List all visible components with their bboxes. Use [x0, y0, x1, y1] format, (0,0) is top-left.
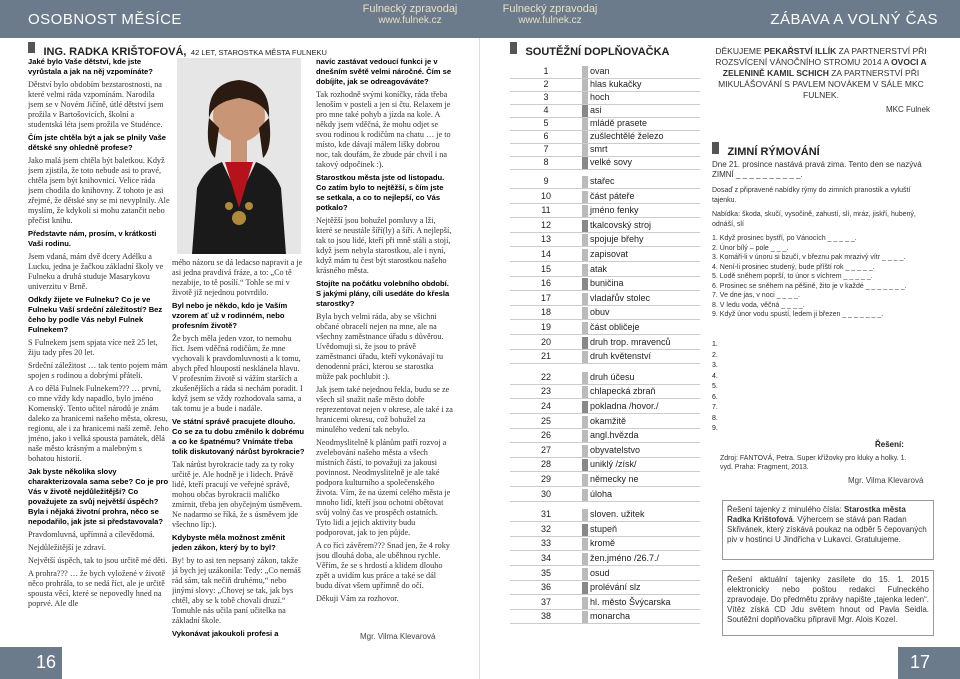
crossword-row [510, 372, 700, 385]
interview-answer: Děkuji Vám za rozhovor. [316, 594, 399, 603]
row-number: 6 [543, 131, 549, 141]
crossword-row [510, 293, 700, 306]
interview-question: Odkdy žijete ve Fulneku? Co je ve Fulneku Vaší srdeční záležitostí? Bez čeho by podle Vás nebyl Fulnek Fulnekem? [28, 295, 163, 334]
row-number: 8 [543, 157, 549, 167]
submit-instructions-box: Řešení aktuální tajenky zasílete do 15. 1. 2015 elektronicky nebo poštou redakci Fulneckého zpravodaje. Do předmětu zprávy napište „tajenka leden“. Vítěz získá CD Jdu světem hnout od Pavla Seidla. Soutěžní doplňovačku připravil Mgr. Alois Kozel. [722, 570, 934, 636]
row-divider [510, 536, 700, 537]
crossword-row [510, 79, 700, 92]
interview-answer: Neodmyslitelně k plánům patří rozvoj a zvelebování našeho města a všech místních částí, to považuji za jakousi povinnost. Neodmyslitelně je ale také podpora kulturního a společenského života. Vím, že na území celého města je mnoho lidí, kteří jsou ochotni obětovat svůj volný čas ve prospěch ostatních. Tyto lidi a jejich aktivity budu podporovat, jak to jen půjde. [316, 438, 451, 537]
interview-column-3 [316, 57, 453, 630]
row-number: 7 [543, 144, 549, 154]
clue-text: jméno fenky [590, 205, 639, 216]
source-note: Zdroj: FANTOVÁ, Petra. Super křížovky pro kluky a holky. 1. vyd. Praha: Fragment, 2013. [720, 455, 907, 471]
clue-text: tkalcovský stroj [590, 219, 652, 230]
crossword-row [510, 105, 700, 118]
interviewee-name: ING. RADKA KRIŠTOFOVÁ, [43, 46, 187, 58]
author: Mgr. Vilma Klevarová [360, 632, 436, 641]
clue-text: angl.hvězda [590, 430, 639, 441]
answer-line[interactable]: 6. [712, 393, 718, 401]
crossword-row [510, 191, 700, 204]
clue-text: úloha [590, 488, 613, 499]
row-number: 27 [540, 444, 551, 455]
page-number: 16 [36, 652, 57, 672]
rymovani-answers [712, 340, 872, 436]
clue-text: druh účesu [590, 371, 635, 382]
crossword-row [510, 205, 700, 218]
crossword-row [510, 157, 700, 170]
interview-question: Kdybyste měla možnost změnit jeden zákon, který by to byl? [172, 533, 286, 552]
pranostika-line: 5. Lodě sněhem poprší, to únor s víchrem _ _ _ _ _. [712, 273, 873, 280]
thanks-notice [712, 46, 930, 134]
row-number: 30 [540, 488, 551, 499]
row-number: 18 [540, 307, 551, 318]
row-divider [510, 203, 700, 204]
answer-line[interactable]: 5. [712, 383, 718, 390]
row-number: 28 [540, 459, 551, 470]
thanks-partner-2: OVOCI A ZELENINĚ KAMIL SCHICH [722, 57, 927, 78]
row-number: 24 [540, 401, 551, 411]
crossword-row [510, 278, 700, 291]
brand-url[interactable]: www.fulnek.cz [378, 15, 442, 26]
interview-question: Jak byste několika slovy charakterizovala sama sebe? Co je pro Vás v životě nejdůležitější? Co považujete za svůj největší úspěch? Byla i nějaká životní prohra, něco se nepodařilo, jak jste si představovala? [28, 467, 169, 526]
thanks-signature: MKC Fulnek [885, 105, 930, 114]
row-divider [510, 169, 700, 170]
row-number: 12 [540, 219, 551, 230]
crossword-row [510, 430, 700, 443]
clue-text: uniklý /získ/ [590, 459, 637, 470]
thanks-text: ZA PARTNERSTVÍ PŘI ROZSVÍCENÍ VÁNOČNÍHO STROMU 2014 A [715, 46, 927, 67]
clue-text: mládě prasete [590, 118, 648, 128]
interview-question: Stojíte na počátku volebního období. S jakými plány, cíli usedáte do křesla starostky? [316, 279, 450, 308]
clue-text: ovan [590, 66, 610, 76]
row-divider [510, 471, 700, 472]
crossword-row [510, 337, 700, 350]
interview-column-2 [172, 258, 305, 643]
clue-text: hl. město Švýcarska [590, 596, 671, 607]
row-divider [510, 457, 700, 458]
row-number: 15 [540, 263, 551, 274]
answer-line[interactable]: 3. [712, 362, 718, 369]
interview-answer: A prohra??? … že bych vyložené v životě něco prohrála, to se nedá říct, ale je určitě spousta věcí, které se nepovedly hned na poprvé. Ale dle [28, 569, 166, 608]
answer-line[interactable]: 8. [712, 414, 718, 422]
crossword-row [510, 234, 700, 247]
rymovani-title [712, 142, 930, 156]
row-number: 35 [540, 567, 551, 578]
interview-question: Vykonávat jakoukoli profesi a [172, 629, 279, 638]
interview-question: navíc zastávat vedoucí funkci je v dnešním světě velmi náročné. Čím se dobíjíte, jak se odreagováváte? [316, 57, 452, 86]
interview-answer: A co dělá Fulnek Fulnekem??? … první, co mne vždy kdy napadlo, bylo jméno Komenský. Tento učitel národů je znám daleko za hranicemi našeho města, okresu, regionu, ale i za hranicemi naší země. Jeho jméno, jako i velká spousta památek, dělá naše město krásným a malebným s bohatou historií. [28, 384, 169, 463]
row-divider [510, 428, 700, 429]
row-divider [510, 580, 700, 581]
crossword-row [510, 459, 700, 472]
row-number: 29 [540, 474, 551, 484]
clue-text: atak [590, 263, 608, 274]
interview-question: Čím jste chtěla být a jak se plnily Vaše dětské sny ohledně profese? [28, 133, 167, 152]
pranostika-line: 7. Ve dne jas, v noci _ _ _ _. [712, 292, 800, 299]
masthead [480, 3, 620, 27]
interview-answer: Srdeční záležitost … tak tento pojem mám spojen s rodinou a dobrými přáteli. [28, 361, 168, 380]
crossword-row [510, 416, 700, 429]
solution-label: Řešení: [875, 440, 904, 449]
row-number: 38 [540, 611, 551, 622]
clue-text: osud [590, 567, 610, 578]
row-number: 17 [540, 292, 551, 303]
brand-name: Fulnecký zpravodaj [502, 3, 598, 15]
rymovani-paragraph: Dne 21. prosince nastává pravá zima. Tento den se nazývá ZIMNÍ _ _ _ _ _ _ _ _ _ _. [712, 160, 922, 179]
brand-url[interactable]: www.fulnek.cz [518, 15, 582, 26]
row-number: 37 [540, 596, 551, 607]
interview-question: Byl nebo je někdo, kdo je Vaším vzorem ať už v rodinném, nebo profesním životě? [172, 301, 288, 330]
interview-answer: Nejtěžší jsou bohužel pomluvy a lži, které se neustále šíří(ly) a šíří. A nejlepší, tak to jsou lidé, kteří při mně stáli a stojí, když jsem nebyla starostkou, ale i nyní, když mám tu čest být starostkou našeho krásného města. [316, 216, 452, 275]
row-divider [510, 550, 700, 551]
source-author: Mgr. Vilma Klevarová [848, 476, 924, 485]
clue-text: stupeň [590, 523, 618, 534]
crossword-row [510, 351, 700, 364]
crossword-row [510, 386, 700, 399]
clue-text: prolévání slz [590, 582, 641, 593]
interview-answer: By! by to asi ten nepsaný zákon, takže já bych jej uzákonila: Tedy: „Co nemáš rád sám, tak nečiň druhému,“ nebo jinými slovy: „Chovej se tak, jak bys chtěl, aby se k tobě chovali druzí.“ Tomuhle nás učila paní učitelka na základní škole. [172, 556, 301, 625]
clue-text: smrt [590, 144, 608, 154]
row-number: 25 [540, 415, 551, 426]
interview-answer: mého názoru se dá ledacso napravit a je asi jedna pravdivá fráze, a to: „Co tě nezabije, to tě posílí.“ Tohle se mi v životě již nejednou potvrdilo. [172, 258, 303, 297]
crossword-row [510, 611, 700, 624]
crossword-row [510, 401, 700, 414]
row-divider [510, 290, 700, 291]
row-number: 20 [540, 336, 551, 347]
row-divider [510, 246, 700, 247]
crossword-row [510, 538, 700, 551]
crossword-row [510, 307, 700, 320]
interview-answer: Tak rozhodně svými koníčky, ráda třeba lenoším v posteli a jen si čtu. Relaxem je pro mne také pohyb a jízda na kole. A někdy jsem vděčná, že mohu odjet se svou rodinou k rodičům na chatu … je to místo, kde dávají málem lišky dobrou noc, tak doufám, že zbude pár chvil i na takový odpočinek :). [316, 90, 451, 169]
answer-line[interactable]: 7. [712, 404, 718, 411]
thanks-text: DĚKUJEME [715, 46, 764, 56]
crossword-row [510, 582, 700, 595]
clue-text: buničina [590, 278, 624, 289]
row-number: 34 [540, 553, 551, 563]
row-number: 22 [540, 371, 551, 382]
clue-text: obyvatelstvo [590, 444, 641, 455]
crossword-row [510, 597, 700, 610]
row-divider [510, 521, 700, 522]
crossword-row [510, 176, 700, 189]
clue-text: zušlechtělé železo [590, 131, 664, 141]
answer-line[interactable]: 2. [712, 351, 718, 359]
crossword-row [510, 118, 700, 131]
answer-line[interactable]: 1. [712, 341, 718, 348]
interview-answer: Že bych měla jeden vzor, to nemohu říct. Jsem vděčná rodičům, že mne vychovali k pravdomluvnosti a k tomu, abych před hloupostí nesklánela hlavu. V profesním životě si vážím starších a zkušenějších a ráda si nechám poradit. I když jsem se vždy rozhodovala sama, a tak tomu je a bude i nadále. [172, 334, 303, 413]
section-title: OSOBNOST MĚSÍCE [28, 11, 182, 28]
crossword-row [510, 66, 700, 79]
row-divider [510, 349, 700, 350]
clue-text: spojuje břehy [590, 234, 644, 245]
clue-text: druh květenství [590, 351, 652, 362]
clue-text: německy ne [590, 474, 639, 484]
clue-text: hoch [590, 92, 610, 102]
row-divider [510, 276, 700, 277]
row-number: 31 [540, 509, 551, 520]
thanks-partner-1: PEKAŘSTVÍ ILLÍK [764, 46, 837, 56]
crossword-row [510, 445, 700, 458]
title-marker [712, 142, 719, 154]
box-text: . Výhercem se stává pan Radan Skřivánek, který získává poukaz na odběr 5 čepovaných piv v hostinci U Jindřicha v Lukavci. Gratulujeme. [727, 515, 927, 544]
title-marker [510, 42, 517, 54]
clue-text: monarcha [590, 611, 631, 622]
section-title: ZÁBAVA A VOLNÝ ČAS [770, 11, 938, 28]
crossword-row [510, 489, 700, 502]
row-divider [510, 363, 700, 364]
row-number: 9 [543, 176, 549, 186]
row-number: 19 [540, 322, 551, 332]
row-divider [510, 594, 700, 595]
clue-text: část obličeje [590, 322, 640, 332]
crossword-row [510, 553, 700, 566]
crossword-row [510, 524, 700, 537]
pranostika-line: 8. V ledu voda, věčná _ _ _ _. [712, 301, 805, 309]
clue-text: sloven. užitek [590, 509, 645, 520]
row-divider [510, 442, 700, 443]
brand-name: Fulnecký zpravodaj [362, 3, 458, 15]
interview-answer: Tak nárůst byrokracie tady za ty roky určitě je. Ale hodně je i lidech. Právě lidé, kteří pracují ve veřejné správě, mohou občas byrokracii maličko zmírnit, třeba jen obyčejným úsměvem. Ne nadarmo se říká, že s úsměvem jde všechno líp:). [172, 460, 303, 529]
row-number: 11 [541, 205, 551, 216]
clue-text: druh trop. mravenců [590, 336, 671, 347]
crossword-grid [510, 66, 700, 656]
crossword-heading: SOUTĚŽNÍ DOPLŇOVAČKA [525, 46, 670, 58]
interview-column-1 [28, 57, 170, 642]
portrait-illustration [177, 58, 301, 254]
portrait-photo [177, 58, 301, 254]
interview-answer: Jako malá jsem chtěla být baletkou. Když jsem zjistila, že toto nebude asi to pravé, chtěla jsem být knihovnicí. Velice ráda jsem chodila do knihovny. Z tohoto je asi zřejmé, že dětské sny se mi nevyplnily. Ale myslím, že kdykoli si mohu zatančit nebo přečíst knihu. [28, 156, 170, 225]
interview-answer: Největší úspěch, tak to jsou určitě mé děti. [28, 556, 168, 565]
interview-answer: Byla bych velmi ráda, aby se všichni občané obraceli nejen na mne, ale na všechny zaměstnance úřadu s důvěrou. Uvědomuji si, že jsou to právě zaměstnanci úřadu, kteří vykonávají tu denodenní práci, kterou se starostka může pak pochlubit :). [316, 312, 444, 381]
page-number: 17 [910, 652, 931, 672]
clue-text: chlapecká zbraň [590, 386, 656, 397]
interview-question: Jaké bylo Vaše dětství, kde jste vyrůstala a jak na něj vzpomínáte? [28, 57, 153, 76]
thanks-text: ZA PARTNERSTVÍ PŘI MIKULÁŠOVÁNÍ S PAVLEM NOVÁKEM V SÁLE MKC FULNEK. [718, 68, 924, 100]
row-divider [510, 398, 700, 399]
right-header [480, 0, 960, 38]
row-number: 23 [540, 386, 551, 397]
interview-answer: S Fulnekem jsem spjata více než 25 let, žiju tady přes 20 let. [28, 338, 158, 357]
rymovani-text [712, 160, 932, 335]
masthead [340, 3, 480, 27]
interview-title [28, 42, 468, 58]
page-spine [479, 38, 480, 679]
row-divider [510, 261, 700, 262]
rymovani-heading: ZIMNÍ RÝMOVÁNÍ [727, 146, 820, 158]
row-number: 21 [540, 351, 551, 362]
rymovani-paragraph: Dosaď z připravené nabídky rýmy do zimních pranostik a vyluští tajenku. [712, 187, 911, 204]
previous-winner-box [722, 500, 934, 560]
interview-question: Ve státní správě pracujete dlouho. Co se za tu dobu změnilo k dobrému a co ke špatnému? Vnímáte třeba tolik diskutovaný nárůst byrokracie? [172, 417, 305, 456]
answer-line[interactable]: 9. [712, 425, 718, 432]
row-number: 4 [543, 105, 549, 115]
crossword-row [510, 92, 700, 105]
clue-text: vladařův stolec [590, 292, 651, 303]
crossword-row [510, 144, 700, 157]
row-divider [510, 319, 700, 320]
row-number: 10 [540, 190, 551, 201]
box-highlight: Starostka města Radka Krištofová [727, 505, 906, 524]
row-divider [510, 305, 700, 306]
pranostika-line: 1. Když prosinec bystří, po Vánocích _ _ _ _ _. [712, 235, 857, 242]
answer-line[interactable]: 4. [712, 372, 718, 380]
crossword-row [510, 568, 700, 581]
row-number: 14 [540, 249, 551, 259]
title-marker [28, 42, 35, 53]
interview-answer: Jsem vdaná, mám dvě dcery Adélku a Lucku, jedna je žačkou základní školy ve Fulneku a druhá studuje Masarykovu univerzitu v Brně. [28, 252, 164, 291]
interview-answer: Jak jsem také nejednou řekla, budu se ze všech sil snažit naše město dobře reprezentovat nejen v okrese, ale také i za hranicemi okresu, což bohužel za minulého vedení tak nebylo. [316, 385, 453, 434]
pranostika-line: 4. Není-li prosinec studený, bude příští rok _ _ _ _ _. [712, 263, 875, 271]
crossword-title [510, 42, 695, 56]
clue-text: velké sovy [590, 157, 633, 167]
clue-text: okamžitě [590, 415, 627, 426]
row-divider [510, 501, 700, 502]
clue-text: pokladna /hovor./ [590, 401, 659, 411]
row-divider [510, 565, 700, 566]
clue-text: stařec [590, 176, 615, 186]
row-divider [510, 486, 700, 487]
row-number: 2 [543, 79, 549, 89]
interview-answer: Pravdomluvná, upřímná a cílevědomá. [28, 530, 155, 539]
row-number: 13 [540, 234, 551, 245]
clue-text: zapisovat [590, 249, 629, 259]
pranostika-line: 3. Komáři-li v únoru si bzučí, v březnu pak mrazivý vítr _ _ _ _. [712, 254, 906, 261]
pranostika-line: 2. Únor bílý – pole _ _ _. [712, 244, 789, 252]
row-number: 26 [540, 430, 551, 441]
row-number: 1 [543, 66, 549, 76]
crossword-row [510, 322, 700, 335]
pranostika-line: 9. Když únor vodu spustí, ledem ji březen _ _ _ _ _ _ _. [712, 311, 884, 318]
interview-answer: Nejdůležitější je zdraví. [28, 543, 106, 552]
row-divider [510, 334, 700, 335]
interview-answer: A co říci závěrem??? Snad jen, že 4 roky jsou dlouhá doba, ale uběhnou rychle. Věřím, že se s hrdostí a klidem dlouho zpět a uvidím kus práce a také se dál budu dívat všem upřímně do očí. [316, 541, 450, 590]
crossword-row [510, 220, 700, 233]
row-number: 16 [540, 278, 551, 289]
clue-text: asi [590, 105, 602, 115]
clue-text: hlas kukačky [590, 79, 642, 89]
clue-text: žen.jméno /26.7./ [590, 553, 660, 563]
row-divider [510, 609, 700, 610]
row-number: 32 [540, 523, 551, 534]
left-header [0, 0, 480, 38]
clue-text: část páteře [590, 190, 635, 201]
interviewee-desc: 42 LET, STAROSTKA MĚSTA FULNEKU [190, 48, 327, 57]
crossword-row [510, 474, 700, 487]
box-text: Řešení tajenky z minulého čísla: [727, 505, 844, 514]
row-number: 5 [543, 118, 549, 128]
row-divider [510, 188, 700, 189]
row-divider [510, 623, 700, 624]
crossword-row [510, 264, 700, 277]
row-divider [510, 413, 700, 414]
interview-answer: Dětství bylo obdobím bezstarostnosti, na které velmi ráda vzpomínám. Narodila jsem se v Novém Jičíně, útlé dětství jsem prožila v Bartošovicích, školní a studentská léta jsem prožila ve Studénce. [28, 80, 164, 129]
crossword-row [510, 131, 700, 144]
row-divider [510, 217, 700, 218]
row-number: 33 [540, 538, 551, 549]
clue-text: kromě [590, 538, 616, 549]
row-divider [510, 232, 700, 233]
interview-question: Představte nám, prosím, v krátkosti Vaši rodinu. [28, 229, 157, 248]
crossword-row [510, 249, 700, 262]
crossword-row [510, 509, 700, 522]
row-divider [510, 384, 700, 385]
interview-question: Starostkou města jste od listopadu. Co zatím bylo to nejtěžší, s čím jste se setkala, a co to nejlepší, co Vás potkalo? [316, 173, 445, 212]
rymovani-paragraph: Nabídka: škoda, skučí, vysočině, zahustí, slí, mráz, jiskří, hubený, odnáší, slí [712, 211, 916, 228]
pranostika-line: 6. Prosinec se sněhem na pěšině, žito je v každé _ _ _ _ _ _ _. [712, 282, 907, 290]
clue-text: obuv [590, 307, 610, 318]
row-number: 36 [540, 582, 551, 593]
row-number: 3 [543, 92, 549, 102]
